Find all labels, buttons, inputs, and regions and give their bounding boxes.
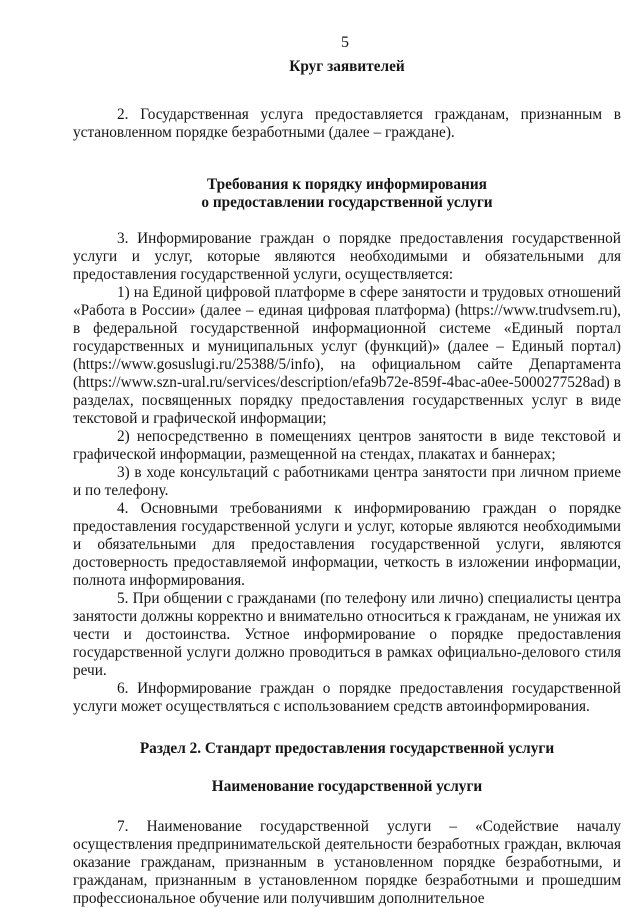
heading-info-line2: о предоставлении государственной услуги	[201, 194, 493, 211]
heading-applicants: Круг заявителей	[289, 58, 405, 75]
paragraph-3-3: 3) в ходе консультаций с работниками центра занятости при личном приеме и по телефону.	[73, 464, 621, 499]
heading-info-line1: Требования к порядку информирования	[207, 176, 487, 193]
paragraph-3-1: 1) на Единой цифровой платформе в сфере занятости и трудовых отношений «Работа в России» (далее – единая цифровая платформа) (https://www.trudvsem.ru), в федеральной государственной информационной системе «Единый портал государственных и муниципальных услуг (функций)» (далее – Единый портал) (https://www.gosuslugi.ru/25388/5/info), на официальном сайте Департамента (https://www.szn-ural.ru/services/description/efa9b72e-859f-4bac-a0ee-5000277528ad) в разделах, посвященных порядку предоставления государственных услуг в виде текстовой и графической информации;	[73, 284, 621, 427]
paragraph-4: 4. Основными требованиями к информированию граждан о порядке предоставления государственной услуги и услуг, которые являются необходимыми и обязательными для предоставления государственной услуги, являются достоверность предоставляемой информации, четкость в изложении информации, полнота информирования.	[73, 500, 621, 589]
heading-section-2: Раздел 2. Стандарт предоставления государственной услуги	[139, 740, 555, 757]
paragraph-5: 5. При общении с гражданами (по телефону или лично) специалисты центра занятости должны корректно и внимательно относиться к гражданам, не унижая их чести и достоинства. Устное информирование о порядке предоставления государственной услуги должно проводиться в рамках официально-делового стиля речи.	[73, 590, 621, 679]
paragraph-3: 3. Информирование граждан о порядке предоставления государственной услуги и услуг, которые являются необходимыми и обязательными для предоставления государственной услуги, осуществляется:	[73, 230, 621, 283]
paragraph-6: 6. Информирование граждан о порядке предоставления государственной услуги может осуществляться с использованием средств автоинформирования.	[73, 680, 621, 715]
heading-service-name: Наименование государственной услуги	[211, 778, 483, 795]
paragraph-7: 7. Наименование государственной услуги – «Содействие началу осуществления предпринимательской деятельности безработных граждан, включая оказание гражданам, признанным в установленном порядке безработными, и гражданам, признанным в установленном порядке безработными и прошедшим профессиональное обучение или получившим дополнительное	[73, 818, 621, 907]
paragraph-3-2: 2) непосредственно в помещениях центров занятости в виде текстовой и графической информации, размещенной на стендах, плакатах и баннерах;	[73, 428, 621, 463]
document-body	[73, 58, 621, 908]
page-number: 5	[341, 34, 349, 51]
paragraph-2: 2. Государственная услуга предоставляется гражданам, признанным в установленном порядке безработными (далее – граждане).	[73, 106, 621, 141]
